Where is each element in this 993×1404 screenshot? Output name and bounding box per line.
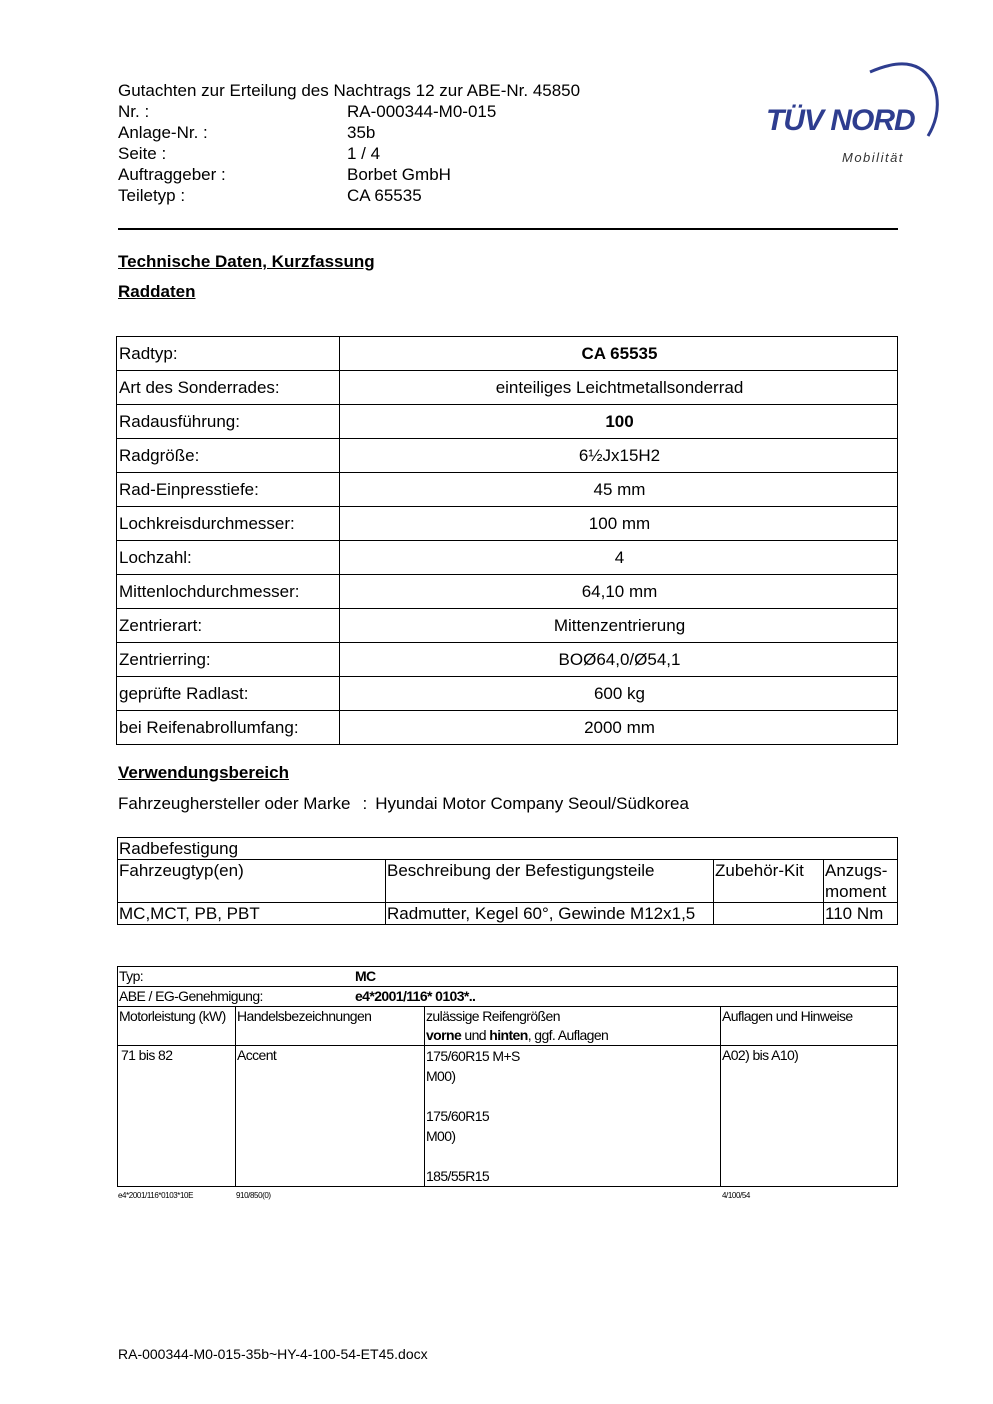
logo-brand: TÜV NORD (766, 104, 915, 137)
befestigung-cell: 110 Nm (824, 903, 898, 925)
header-row-seite: Seite : 1 / 4 (118, 144, 381, 163)
small-print-code: 910/850(0) (236, 1191, 271, 1200)
raddaten-value: 2000 mm (340, 711, 898, 745)
raddaten-label: geprüfte Radlast: (117, 677, 340, 711)
befestigung-cell (714, 903, 824, 925)
typ-header-row (118, 1007, 898, 1046)
typ-table (117, 966, 898, 1187)
manufacturer-label: Fahrzeughersteller oder Marke (118, 794, 351, 813)
raddaten-row (117, 507, 898, 541)
raddaten-label: Radgröße: (117, 439, 340, 473)
header-row-teiletyp: Teiletyp : CA 65535 (118, 186, 422, 205)
befestigung-cell: MC,MCT, PB, PBT (118, 903, 386, 925)
raddaten-value: 600 kg (340, 677, 898, 711)
small-print-abe: e4*2001/116*0103*10E (118, 1191, 194, 1200)
section-heading-raddaten: Raddaten (118, 282, 196, 301)
document-title: Gutachten zur Erteilung des Nachtrags 12 zur ABE-Nr. 45850 (118, 81, 581, 100)
raddaten-label: Lochkreisdurchmesser: (117, 507, 340, 541)
raddaten-value: einteiliges Leichtmetallsonderrad (340, 371, 898, 405)
header-row-nr: Nr. : RA-000344-M0-015 (118, 102, 497, 121)
raddaten-label: Rad-Einpresstiefe: (117, 473, 340, 507)
typ-row (118, 967, 898, 987)
raddaten-row (117, 337, 898, 371)
col-handelsbezeichnungen: Handelsbezeichnungen (236, 1007, 425, 1046)
raddaten-value: 100 mm (340, 507, 898, 541)
raddaten-row (117, 473, 898, 507)
raddaten-label: bei Reifenabrollumfang: (117, 711, 340, 745)
befestigung-header-row (118, 860, 898, 903)
raddaten-label: Mittenlochdurchmesser: (117, 575, 340, 609)
tuev-nord-logo (760, 58, 945, 173)
raddaten-label: Zentrierart: (117, 609, 340, 643)
logo-subtitle: Mobilität (842, 150, 904, 165)
raddaten-row (117, 405, 898, 439)
raddaten-value: 100 (340, 405, 898, 439)
typ-label: Typ: (119, 968, 144, 984)
abe-value: e4*2001/116* 0103*.. (355, 988, 476, 1004)
raddaten-value: 45 mm (340, 473, 898, 507)
befestigung-data-row (118, 903, 898, 925)
raddaten-label: Radtyp: (117, 337, 340, 371)
notes-cell: A02) bis A10) (721, 1046, 898, 1187)
footer-filename: RA-000344-M0-015-35b~HY-4-100-54-ET45.docx (118, 1346, 428, 1362)
raddaten-value: BOØ64,0/Ø54,1 (340, 643, 898, 677)
raddaten-row (117, 609, 898, 643)
small-print-ref: 4/100/54 (722, 1191, 750, 1200)
section-heading-tech: Technische Daten, Kurzfassung (118, 252, 375, 271)
abe-row (118, 987, 898, 1007)
befestigung-table (117, 837, 898, 925)
manufacturer-line (118, 794, 689, 814)
raddaten-row (117, 541, 898, 575)
section-heading-verwendung: Verwendungsbereich (118, 763, 289, 782)
typ-value: MC (355, 968, 376, 984)
col-auflagen: Auflagen und Hinweise (721, 1007, 898, 1046)
raddaten-row (117, 371, 898, 405)
befestigung-cell: Radmutter, Kegel 60°, Gewinde M12x1,5 (386, 903, 714, 925)
raddaten-row (117, 711, 898, 745)
befestigung-header-cell: Zubehör-Kit (714, 860, 824, 903)
raddaten-label: Zentrierring: (117, 643, 340, 677)
raddaten-label: Art des Sonderrades: (117, 371, 340, 405)
raddaten-label: Lochzahl: (117, 541, 340, 575)
raddaten-value: CA 65535 (340, 337, 898, 371)
raddaten-value: 6½Jx15H2 (340, 439, 898, 473)
raddaten-row (117, 677, 898, 711)
befestigung-header-cell: Anzugs-moment (824, 860, 898, 903)
raddaten-label: Radausführung: (117, 405, 340, 439)
col-reifengroessen: zulässige Reifengrößen vorne und hinten, ggf. Auflagen (425, 1007, 721, 1046)
typ-data-row (118, 1046, 898, 1187)
header-divider (118, 228, 898, 230)
raddaten-value: Mittenzentrierung (340, 609, 898, 643)
raddaten-value: 4 (340, 541, 898, 575)
raddaten-table (116, 336, 898, 745)
raddaten-row (117, 439, 898, 473)
power-cell: 71 bis 82 (118, 1046, 236, 1187)
befestigung-title: Radbefestigung (118, 838, 898, 860)
abe-label: ABE / EG-Genehmigung: (119, 988, 263, 1004)
manufacturer-value: Hyundai Motor Company Seoul/Südkorea (375, 794, 689, 813)
col-motorleistung: Motorleistung (kW) (118, 1007, 236, 1046)
raddaten-value: 64,10 mm (340, 575, 898, 609)
befestigung-header-cell: Fahrzeugtyp(en) (118, 860, 386, 903)
document-header (118, 80, 580, 206)
manufacturer-sep: : (362, 794, 368, 813)
raddaten-row (117, 643, 898, 677)
header-row-auftraggeber: Auftraggeber : Borbet GmbH (118, 165, 451, 184)
header-row-anlage: Anlage-Nr. : 35b (118, 123, 376, 142)
raddaten-row (117, 575, 898, 609)
tyres-cell: 175/60R15 M+S M00) 175/60R15 M00) 185/55R15 (425, 1046, 721, 1187)
befestigung-header-cell: Beschreibung der Befestigungsteile (386, 860, 714, 903)
name-cell: Accent (236, 1046, 425, 1187)
